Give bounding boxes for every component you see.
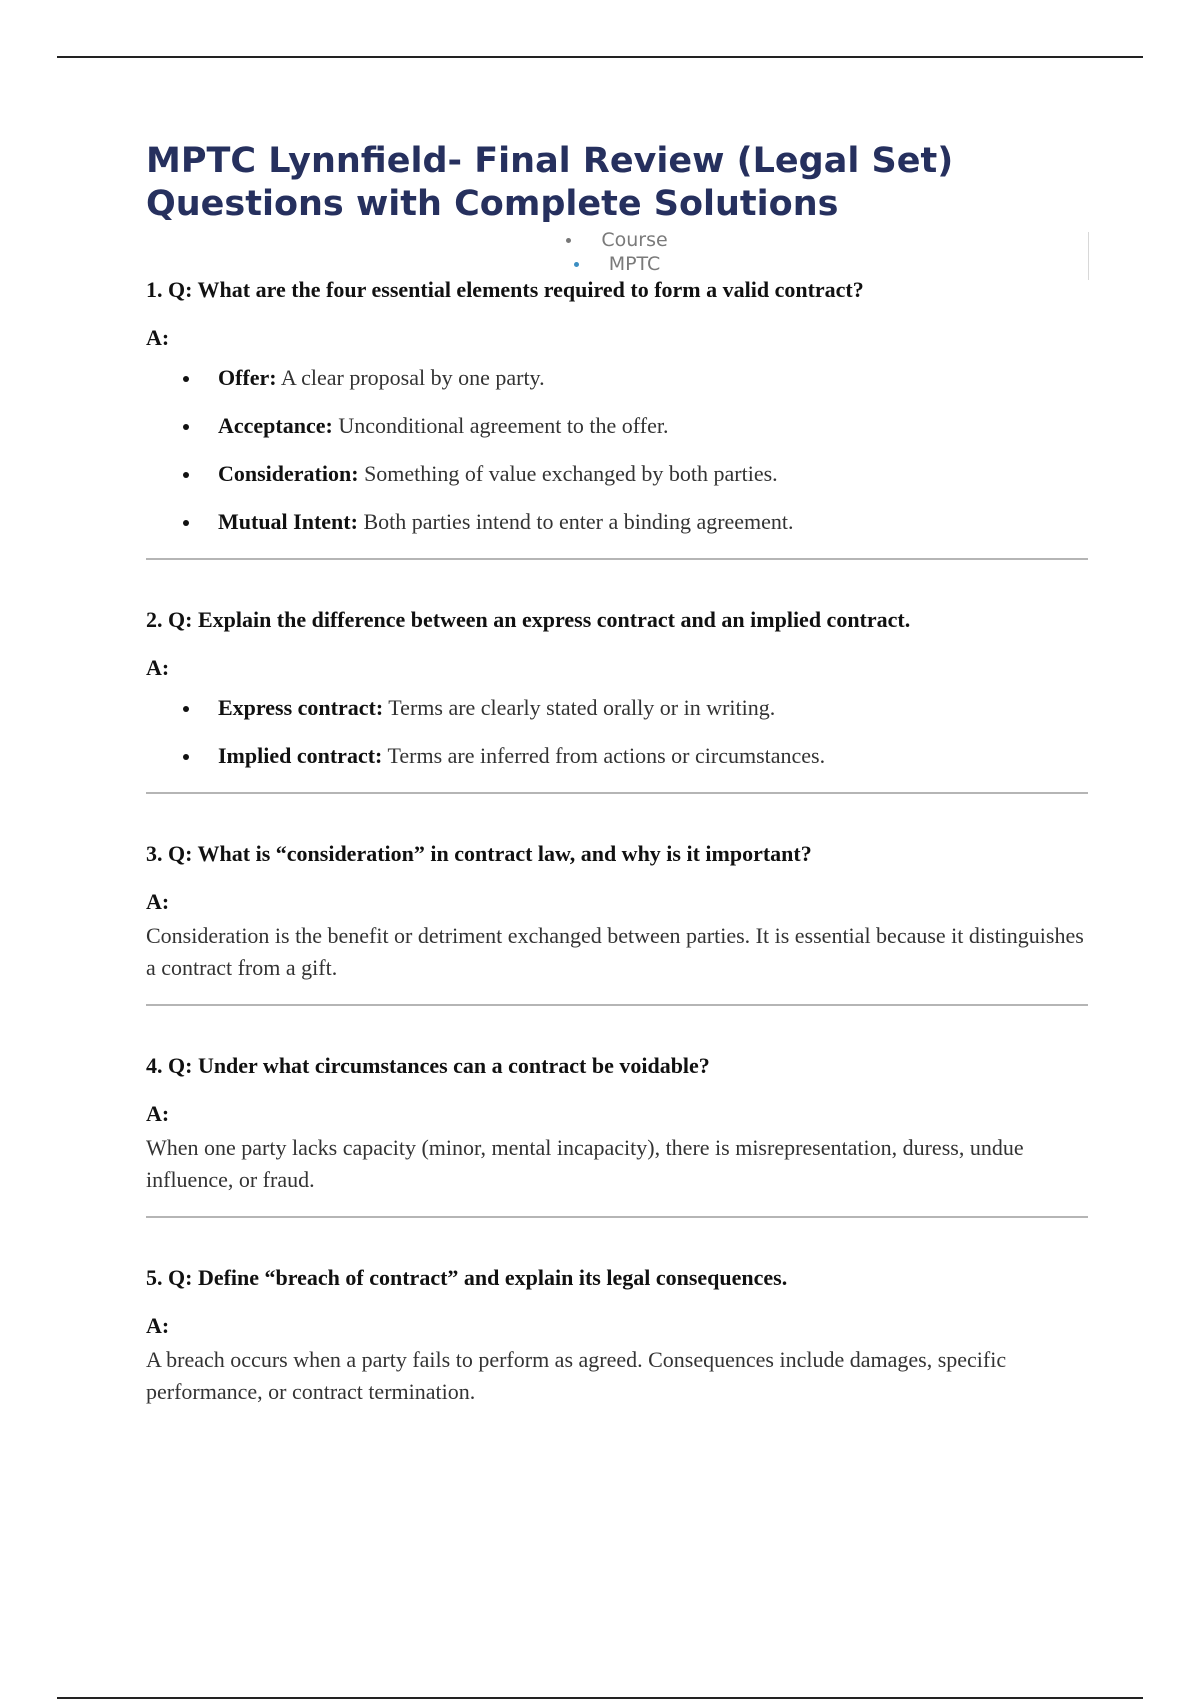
list-item [146, 460, 1088, 488]
document-body [146, 140, 1088, 1408]
tag-item[interactable] [146, 252, 1088, 276]
page-bottom-rule [57, 1697, 1143, 1699]
list-item [146, 412, 1088, 440]
answer-label: A: [146, 1313, 170, 1338]
question-block-2 [146, 606, 1088, 770]
side-divider [1088, 232, 1089, 280]
answer-list-1 [146, 364, 1088, 536]
item-text: Something of value exchanged by both parties. [358, 461, 778, 486]
list-item [146, 508, 1088, 536]
question-block-5 [146, 1264, 1088, 1408]
answer-text-4: When one party lacks capacity (minor, mental incapacity), there is misrepresentation, duress, undue influence, or fraud. [146, 1135, 1024, 1192]
tag-item[interactable] [146, 228, 1088, 252]
tag-mptc[interactable]: MPTC [608, 253, 661, 275]
question-2: 2. Q: Explain the difference between an express contract and an implied contract. [146, 607, 911, 632]
item-text: A clear proposal by one party. [276, 365, 545, 390]
tag-course[interactable]: Course [601, 229, 668, 251]
question-3: 3. Q: What is “consideration” in contract law, and why is it important? [146, 841, 812, 866]
answer-list-2 [146, 694, 1088, 770]
question-block-1 [146, 276, 1088, 536]
tag-list [146, 228, 1088, 276]
question-block-3 [146, 840, 1088, 984]
answer-label: A: [146, 655, 170, 680]
question-block-4 [146, 1052, 1088, 1196]
bullet-icon [574, 262, 579, 267]
item-text: Unconditional agreement to the offer. [332, 413, 669, 438]
answer-label: A: [146, 889, 170, 914]
item-term: Mutual Intent: [218, 509, 358, 534]
list-item [146, 364, 1088, 392]
item-term: Consideration: [218, 461, 359, 486]
item-term: Offer: [218, 365, 277, 390]
item-term: Acceptance: [218, 413, 333, 438]
item-text: Terms are inferred from actions or circumstances. [382, 743, 826, 768]
answer-text-3: Consideration is the benefit or detriment exchanged between parties. It is essential because it distinguishes a contract from a gift. [146, 923, 1084, 980]
question-1: 1. Q: What are the four essential elements required to form a valid contract? [146, 277, 864, 302]
item-text: Terms are clearly stated orally or in writing. [383, 695, 776, 720]
section-divider [146, 792, 1088, 794]
item-term: Implied contract: [218, 743, 383, 768]
section-divider [146, 1004, 1088, 1006]
section-divider [146, 558, 1088, 560]
list-item [146, 694, 1088, 722]
page-top-rule [57, 56, 1143, 58]
section-divider [146, 1216, 1088, 1218]
title-line-2: Questions with Complete Solutions [146, 184, 839, 224]
answer-text-5: A breach occurs when a party fails to perform as agreed. Consequences include damages, specific performance, or contract termination. [146, 1347, 1007, 1404]
item-text: Both parties intend to enter a binding agreement. [357, 509, 794, 534]
item-term: Express contract: [218, 695, 384, 720]
document-title [146, 140, 1088, 226]
list-item [146, 742, 1088, 770]
answer-label: A: [146, 325, 170, 350]
answer-label: A: [146, 1101, 170, 1126]
question-5: 5. Q: Define “breach of contract” and explain its legal consequences. [146, 1265, 788, 1290]
title-line-1: MPTC Lynnfield- Final Review (Legal Set) [146, 141, 954, 181]
question-4: 4. Q: Under what circumstances can a contract be voidable? [146, 1053, 710, 1078]
bullet-icon [566, 238, 571, 243]
